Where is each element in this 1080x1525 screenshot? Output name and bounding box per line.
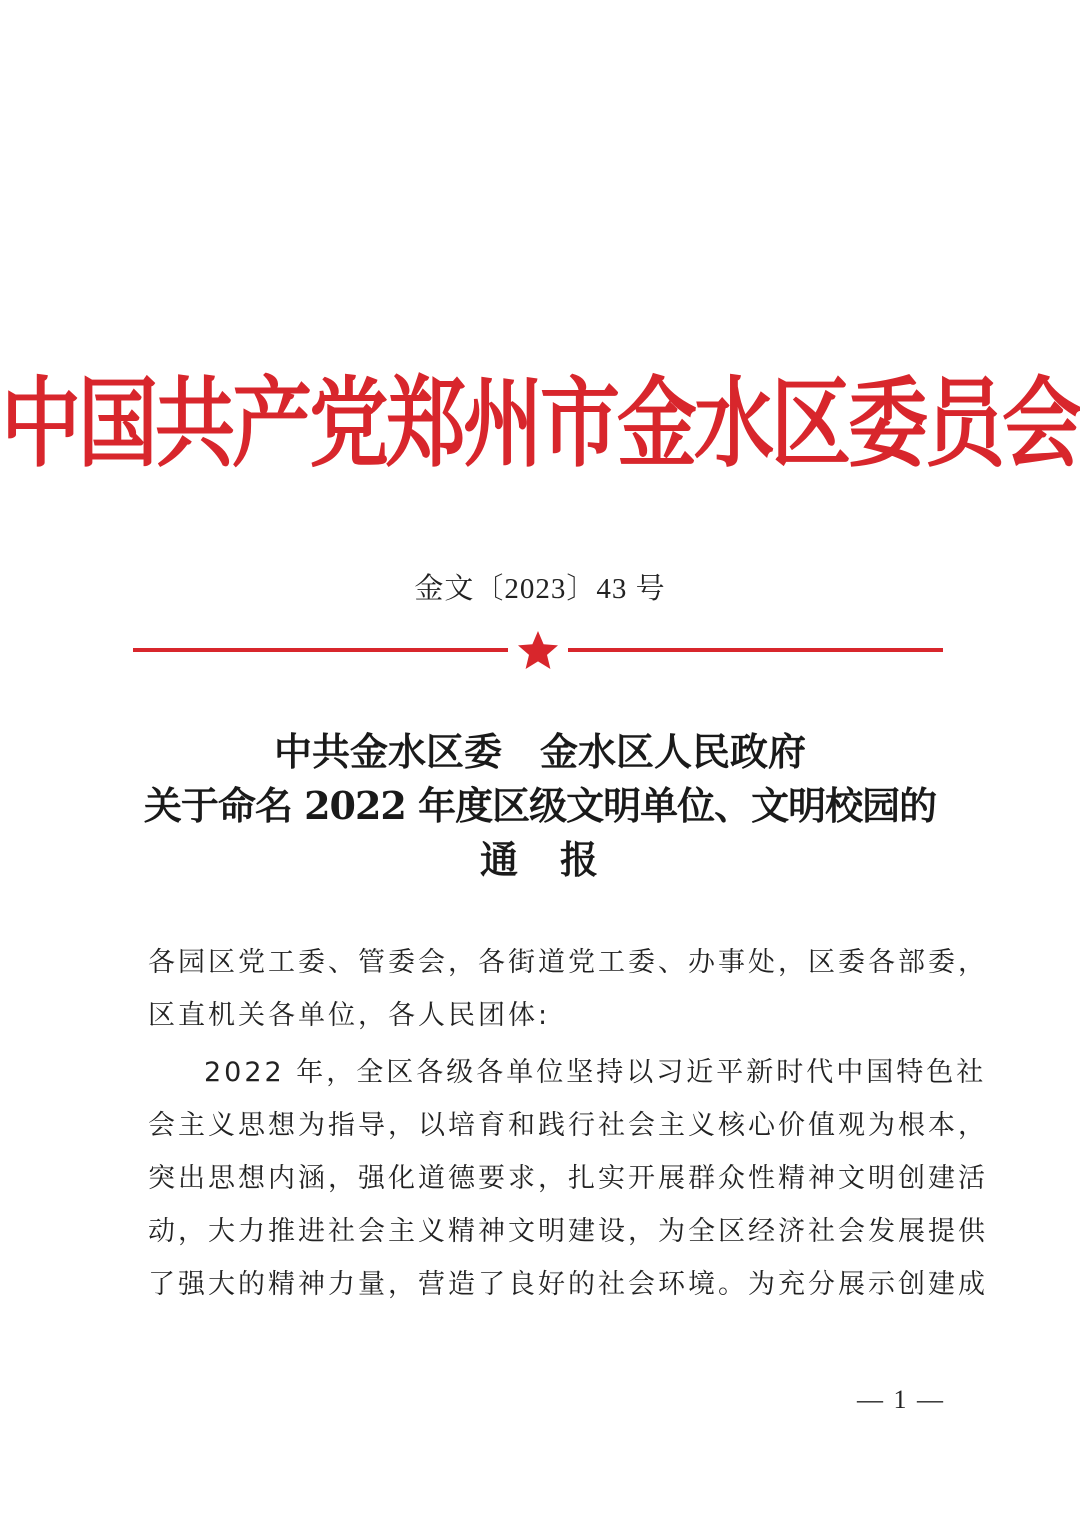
page-number: — 1 —	[857, 1385, 945, 1414]
body-line-4: 动，大力推进社会主义精神文明建设，为全区经济社会发展提供	[148, 1216, 988, 1247]
body-line-2: 会主义思想为指导，以培育和践行社会主义核心价值观为根本，	[148, 1110, 988, 1141]
doc-number: 金文〔2023〕43 号	[414, 573, 666, 605]
body-line-1: 2022 年，全区各级各单位坚持以习近平新时代中国特色社	[204, 1057, 987, 1088]
red-divider	[133, 628, 943, 672]
addressee-line-2: 区直机关各单位，各人民团体:	[148, 1000, 551, 1031]
issuer-header: 中国共产党郑州市金水区委员会	[1, 365, 1079, 481]
document-title	[0, 724, 1080, 888]
addressee-line-1: 各园区党工委、管委会，各街道党工委、办事处，区委各部委，	[148, 947, 988, 978]
title-line-2: 关于命名 2022 年度区级文明单位、文明校园的	[143, 783, 937, 828]
title-line-1: 中共金水区委 金水区人民政府	[273, 729, 806, 774]
title-line-3: 通 报	[479, 837, 600, 882]
document-body	[148, 936, 988, 1311]
star-icon	[518, 631, 558, 669]
body-line-5: 了强大的精神力量，营造了良好的社会环境。为充分展示创建成	[148, 1269, 988, 1300]
body-line-3: 突出思想内涵，强化道德要求，扎实开展群众性精神文明创建活	[148, 1163, 988, 1194]
